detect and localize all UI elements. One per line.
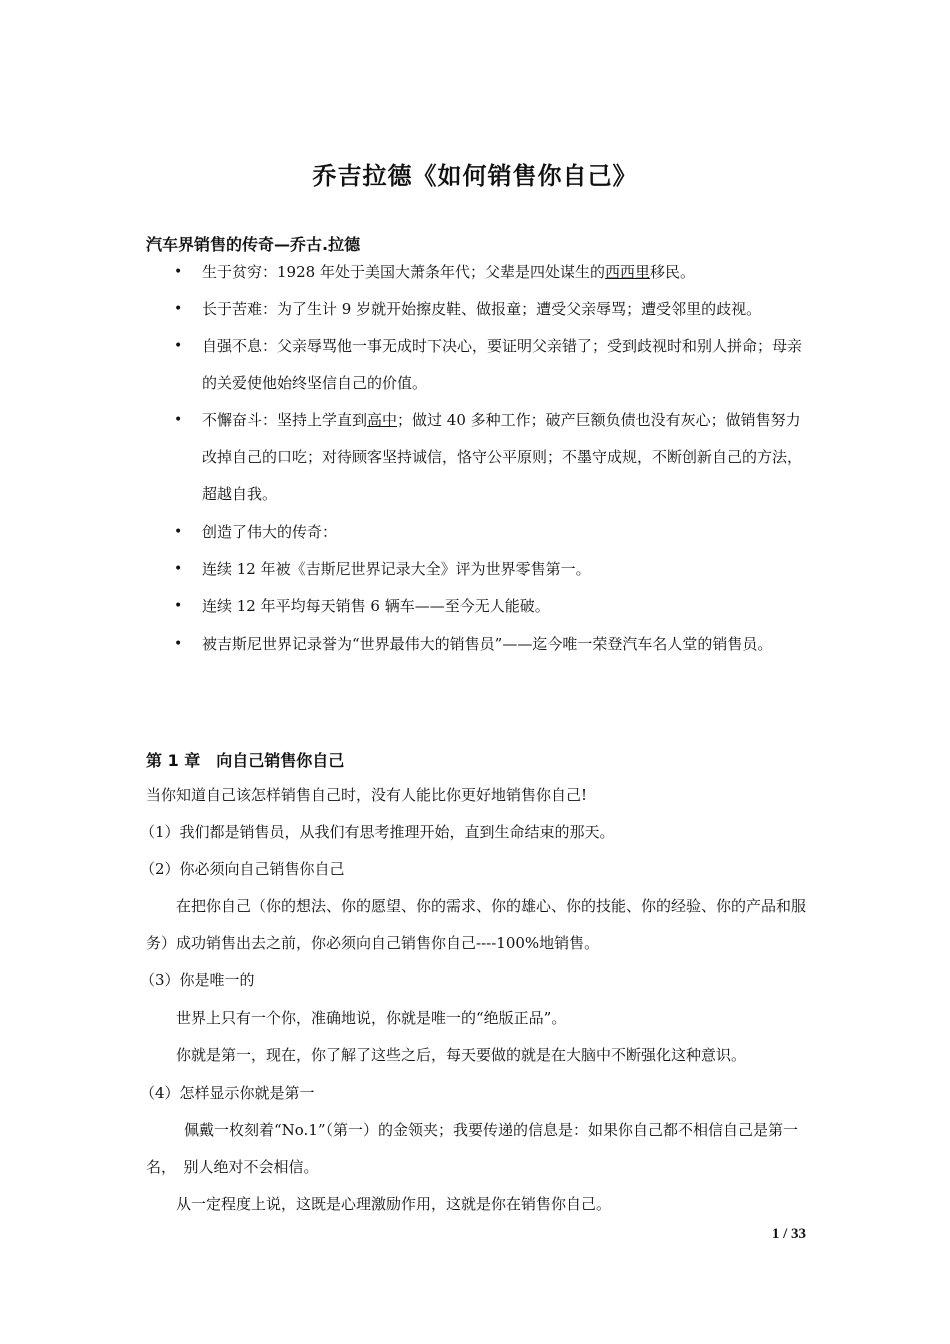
list-item	[174, 588, 814, 625]
bullet-icon: •	[174, 636, 183, 652]
point-3-heading: （3）你是唯一的	[140, 971, 255, 989]
bullet-text: 创造了伟大的传奇：	[202, 523, 338, 541]
bullet-icon: •	[174, 301, 183, 317]
bullet-text: 长于苦难：为了生计 9 岁就开始擦皮鞋、做报童；遭受父亲辱骂；遭受邻里的歧视。	[202, 300, 762, 318]
bullet-text: 生于贫穷：1928 年处于美国大萧条年代；父辈是四处谋生的	[202, 263, 605, 281]
point-2-heading: （2）你必须向自己销售你自己	[140, 860, 345, 878]
list-item	[174, 402, 814, 513]
chapter-intro: 当你知道自己该怎样销售自己时，没有人能比你更好地销售你自己!	[146, 786, 588, 804]
point-1: （1）我们都是销售员，从我们有思考推理开始，直到生命结束的那天。	[140, 823, 615, 841]
document-title: 乔吉拉德《如何销售你自己》	[312, 162, 638, 190]
bullet-icon: •	[174, 561, 183, 577]
bullet-text: 不懈奋斗：坚持上学直到	[202, 411, 368, 429]
bullet-text: 连续 12 年被《吉斯尼世界记录大全》评为世界零售第一。	[202, 560, 591, 578]
list-item	[174, 626, 814, 663]
list-item	[174, 328, 814, 402]
point-4-heading: （4）怎样显示你就是第一	[140, 1084, 315, 1102]
point-3-body-2: 你就是第一，现在，你了解了这些之后，每天要做的就是在大脑中不断强化这种意识。	[176, 1046, 747, 1064]
underlined-term: 西西里	[604, 263, 650, 281]
bullet-icon: •	[174, 524, 183, 540]
point-4-body-1: 佩戴一枚刻着“No.1”（第一）的金领夹；我要传递的信息是：如果你自己都不相信自己是第一名， 别人绝对不会相信。	[146, 1121, 799, 1176]
list-item	[174, 514, 814, 551]
bullet-text: 连续 12 年平均每天销售 6 辆车——至今无人能破。	[202, 597, 550, 615]
point-4-body-2: 从一定程度上说，这既是心理激励作用，这就是你在销售你自己。	[176, 1195, 612, 1213]
bullet-text: 自强不息：父亲辱骂他一事无成时下决心，要证明父亲错了；受到歧视时和别人拼命；母亲的关爱使他始终坚信自己的价值。	[202, 337, 803, 392]
bullet-text: 移民。	[649, 263, 695, 281]
point-3-body-1: 世界上只有一个你，准确地说，你就是唯一的“绝版正品”。	[176, 1009, 567, 1027]
bullet-text: ；做过 40 多种工作；破产巨额负债也没有灰心；做销售努力改掉自己的口吃；对待顾客坚持诚信，恪守公平原则；不墨守成规，不断创新自己的方法，超越自我。	[202, 411, 803, 503]
section-heading: 汽车界销售的传奇—乔古.拉德	[146, 235, 361, 254]
chapter-heading: 第 1 章 向自己销售你自己	[146, 751, 345, 770]
bullet-icon: •	[174, 598, 183, 614]
bullet-icon: •	[174, 412, 183, 428]
underlined-term: 高中	[367, 411, 398, 429]
list-item	[174, 254, 814, 291]
point-2-body: 在把你自己（你的想法、你的愿望、你的需求、你的雄心、你的技能、你的经验、你的产品和服务）成功销售出去之前，你必须向自己销售你自己----100%地销售。	[146, 897, 807, 952]
page-number: 1 / 33	[771, 1226, 806, 1242]
bullet-icon: •	[174, 338, 183, 354]
list-item	[174, 551, 814, 588]
bullet-icon: •	[174, 264, 183, 280]
bullet-text: 被吉斯尼世界记录誉为“世界最伟大的销售员”——迄今唯一荣登汽车名人堂的销售员。	[202, 635, 773, 653]
list-item	[174, 291, 814, 328]
